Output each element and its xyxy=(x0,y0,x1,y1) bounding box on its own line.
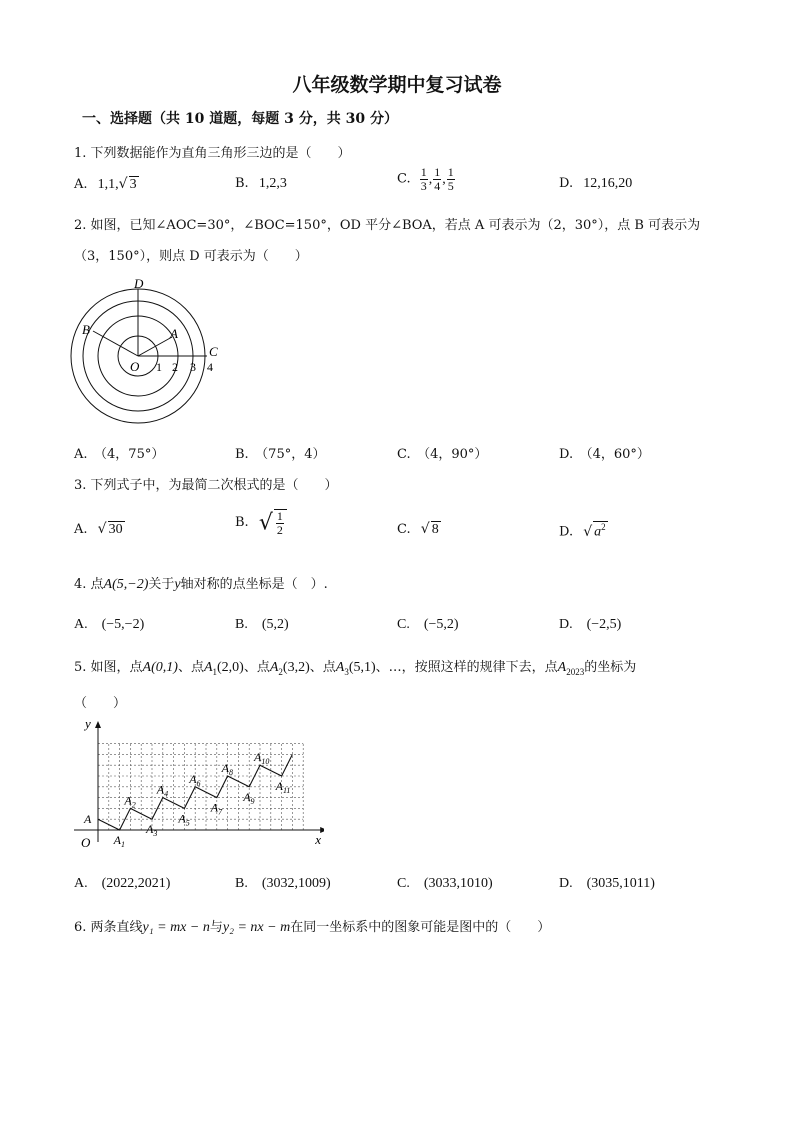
point-label: $A_7$ xyxy=(210,800,223,817)
q2-option-c[interactable]: C. （4，90°） xyxy=(397,447,488,462)
q3-option-d[interactable] xyxy=(559,521,608,541)
section-heading: 一、选择题（共 10 道题，每题 3 分，共 30 分） xyxy=(82,111,398,127)
q2-option-a[interactable]: A. （4，75°） xyxy=(74,447,165,462)
option-value: √ $a^2$ xyxy=(583,522,606,540)
point-label: $A_{10}$ xyxy=(254,750,270,767)
point-label: $A_8$ xyxy=(221,761,233,777)
question-2-line1: 2. 如图，已知∠AOC=30°，∠BOC=150°，OD 平分∠BOA，若点 A 可表示为（2，30°），点 B 可表示为 xyxy=(74,218,701,233)
point-label: $A_4$ xyxy=(156,782,169,799)
question-5-line2: （ ） xyxy=(74,696,127,711)
ring-label-1: 1 xyxy=(156,360,162,374)
label-b: B xyxy=(82,322,90,337)
ray-oa xyxy=(138,337,172,356)
q5-option-c[interactable]: C. (3033,1010) xyxy=(397,876,493,891)
y-axis-arrow xyxy=(95,721,101,728)
label-c: C xyxy=(209,344,218,359)
label-a: A xyxy=(170,326,178,341)
question-6-stem: 6. 两条直线y₁ = mx − n与y₂ = nx − m在同一坐标系中的图象可能是图中的（ ） xyxy=(74,920,551,935)
point-label: $A_{11}$ xyxy=(275,779,291,795)
q2-option-b[interactable]: B. （75°，4） xyxy=(235,447,326,462)
option-value: √ 8 xyxy=(420,521,439,537)
option-value: 1,1,√ 3 xyxy=(97,176,137,192)
q1-option-b[interactable] xyxy=(235,176,287,192)
q4-option-b[interactable]: B. (5,2) xyxy=(235,617,289,632)
point-label: $A_6$ xyxy=(189,771,201,788)
point-label: $A_3$ xyxy=(146,822,158,839)
point-label: $A_9$ xyxy=(243,789,255,806)
q1-option-c[interactable] xyxy=(397,166,456,193)
option-value: √ $\frac{1}{2}$ xyxy=(259,515,287,530)
question-1-stem: 1. 下列数据能作为直角三角形三边的是（ ） xyxy=(74,146,351,161)
question-2-line2: （3，150°），则点 D 可表示为（ ） xyxy=(74,249,308,264)
ring-label-4: 4 xyxy=(207,360,213,374)
zigzag-coordinate-figure xyxy=(74,715,324,855)
option-label: D. xyxy=(559,176,574,191)
option-value: √ 30 xyxy=(97,521,123,537)
point-label: A xyxy=(84,812,92,827)
q4-option-c[interactable]: C. (−5,2) xyxy=(397,617,459,632)
question-4-stem: 4. 点A(5,−2)关于y轴对称的点坐标是（ ）. xyxy=(74,577,328,592)
q3-option-a[interactable] xyxy=(74,521,125,538)
option-label: C. xyxy=(397,171,411,187)
ring-label-3: 3 xyxy=(190,360,196,374)
option-label: A. xyxy=(74,177,88,192)
option-value: $\frac{1}{3}$ , $\frac{1}{4}$ , $\frac{1}{5}$ xyxy=(420,165,454,193)
option-value: 1,2,3 xyxy=(258,176,287,191)
q5-option-b[interactable]: B. (3032,1009) xyxy=(235,876,331,891)
q5-option-d[interactable]: D. (3035,1011) xyxy=(559,876,655,891)
q1-option-a[interactable] xyxy=(74,176,139,193)
option-label: D. xyxy=(559,524,574,540)
option-label: C. xyxy=(397,522,411,537)
option-label: B. xyxy=(235,176,249,191)
q2-option-d[interactable]: D. （4，60°） xyxy=(559,447,650,462)
page-title: 八年级数学期中复习试卷 xyxy=(292,74,502,96)
q1-option-d[interactable] xyxy=(559,176,632,192)
point-label: $A_2$ xyxy=(124,793,136,810)
polar-target-figure xyxy=(66,276,226,436)
point-label: $A_1$ xyxy=(113,833,125,849)
option-label: A. xyxy=(74,522,88,537)
label-o: O xyxy=(130,359,140,374)
label-d: D xyxy=(134,276,144,291)
y-axis-label: y xyxy=(85,716,91,731)
option-label: B. xyxy=(235,515,249,531)
origin-label: O xyxy=(81,835,91,850)
point-label: $A_5$ xyxy=(178,811,190,828)
q3-option-c[interactable] xyxy=(397,521,441,538)
option-value: 12,16,20 xyxy=(583,176,633,191)
ring-label-2: 2 xyxy=(172,360,178,374)
x-axis-label: x xyxy=(315,832,321,847)
q3-option-b[interactable] xyxy=(235,509,287,537)
question-5-line1: 5. 如图，点A(0,1)、点$A_1(2,0)$、点$A_2(3,2)$、点$A_3(5,1)$、…，按照这样的规律下去，点$A_{2023}$的坐标为 xyxy=(74,660,637,677)
question-3-stem: 3. 下列式子中，为最简二次根式的是（ ） xyxy=(74,478,338,493)
q4-option-a[interactable]: A. (−5,−2) xyxy=(74,617,145,632)
q5-option-a[interactable]: A. (2022,2021) xyxy=(74,876,171,891)
q4-option-d[interactable]: D. (−2,5) xyxy=(559,617,622,632)
